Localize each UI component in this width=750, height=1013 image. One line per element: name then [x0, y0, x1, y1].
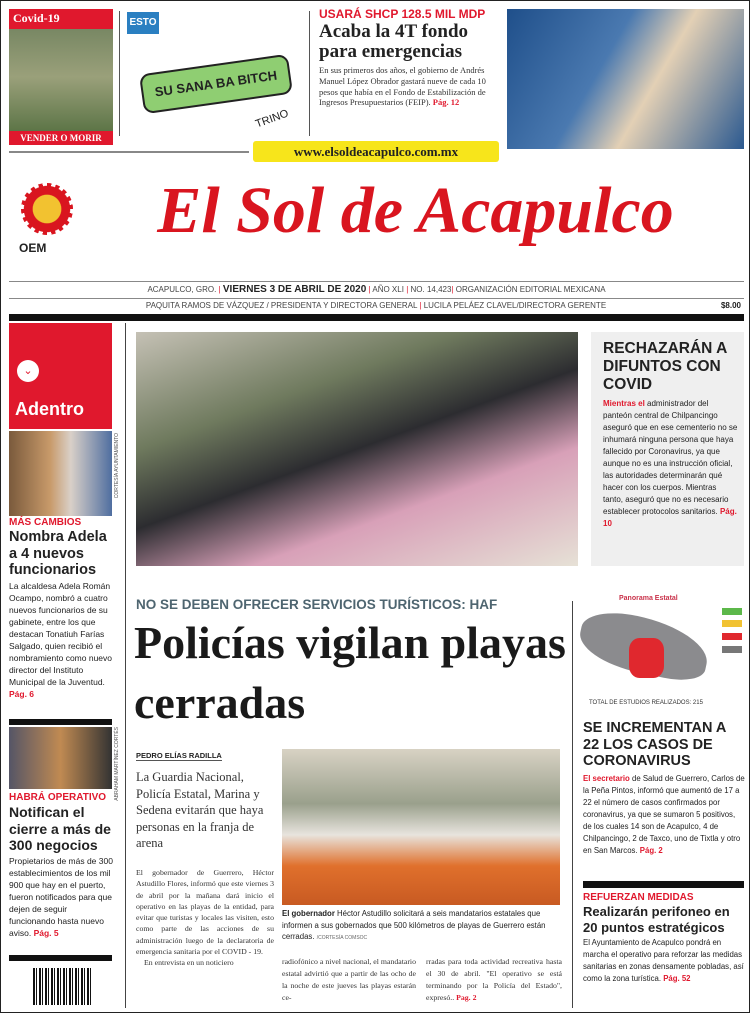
- kicker: REFUERZAN MEDIDAS: [583, 892, 694, 903]
- oem-logo: OEM: [19, 241, 47, 255]
- legend-green: [722, 608, 742, 615]
- adela-photo: [9, 431, 112, 516]
- adentro-label: Adentro: [15, 399, 84, 419]
- photo-credit: ABRAHAM MARTÍNEZ CORTÉS: [114, 727, 120, 801]
- sidebar-lead: Mientras el: [603, 399, 645, 408]
- sidebar-story[interactable]: [591, 332, 744, 566]
- director-1: PAQUITA RAMOS DE VÁZQUEZ / PRESIDENTA Y DIRECTORA GENERAL: [145, 301, 418, 310]
- story-adela[interactable]: [9, 517, 115, 700]
- rule: [9, 314, 744, 321]
- website-url[interactable]: www.elsoldeacapulco.com.mx: [253, 141, 499, 162]
- main-body-col3: [426, 956, 562, 1004]
- page-ref[interactable]: Pág. 6: [9, 688, 35, 699]
- price: $8.00: [720, 301, 741, 310]
- headline: Nombra Adela a 4 nuevos funcionarios: [9, 529, 107, 578]
- kicker: MÁS CAMBIOS: [9, 517, 82, 528]
- rule: [9, 281, 744, 282]
- map-total: TOTAL DE ESTUDIOS REALIZADOS: 215: [589, 700, 703, 706]
- issue-number: NO. 14,423: [410, 285, 452, 294]
- esto-logo: ESTO: [127, 12, 159, 34]
- top-kicker: USARÁ SHCP 128.5 MIL MDP: [319, 7, 486, 21]
- legend-gray: [722, 646, 742, 653]
- cartoon-banner: SU SANA BA BITCH: [139, 54, 293, 114]
- body: La alcaldesa Adela Román Ocampo, nombró a cuatro nuevos funcionarios de su gabinete, entre los que destacan Tonatiuh Farías Salgado, quien recibió el nombramiento como nuevo director del Instituto Municipal de la Juventud.: [9, 580, 113, 687]
- body: El Ayuntamiento de Acapulco pondrá en marcha el operativo para reforzar las medidas sanitarias en zonas densamente pobladas, así como la zona turística.: [583, 938, 744, 983]
- story-negocios[interactable]: [9, 792, 115, 939]
- directors: PAQUITA RAMOS DE VÁZQUEZ / PRESIDENTA Y DIRECTORA GENERAL | LUCILA PELÁEZ CLAVEL/DIRECTORA GERENTE: [145, 301, 607, 310]
- caption-text: Héctor Astudillo solicitará a seis mandatarios estatales que informen a sus gobernados que 500 kilómetros de playas de Guerrero están cerradas.: [282, 909, 546, 941]
- year: AÑO XLI: [372, 285, 404, 294]
- page-ref[interactable]: Pág. 5: [33, 927, 59, 938]
- top-page[interactable]: Pág. 12: [432, 97, 460, 108]
- rule: [583, 881, 744, 888]
- top-story[interactable]: [319, 7, 503, 108]
- sidebar-body: administrador del panteón central de Chilpancingo aseguró que en ese cementerio no se inhumará ninguna persona que haya fallecido por Coronavirus, ya que aunque no es una instrucción oficial, las autoridades determinarán qué hacer con los cuerpos. Mientras tanto, aseguró que no es necesario establecer protocolos sanitarios.: [603, 399, 738, 516]
- photo-credit: CORTESÍA AYUNTAMIENTO: [114, 433, 120, 499]
- body-text: En entrevista en un noticiero: [144, 958, 234, 968]
- rule: [9, 298, 744, 299]
- sun-logo: [21, 183, 73, 235]
- main-headline[interactable]: Policías vigilan playas cerradas: [134, 617, 566, 728]
- headline: SE INCREMENTAN A 22 LOS CASOS DE CORONAVIRUS: [583, 720, 726, 769]
- body-text: El gobernador de Guerrero, Héctor Astudillo Flores, informó que este viernes 3 de abril por la mañana dará inicio el operativo en las playas de la entidad, para evitar que turistas y locales las visiten, esto como parte de las acciones de su administración luego de la declaratoria de emergencia sanitaria por el COVID - 19.: [136, 868, 274, 957]
- kicker: HABRÁ OPERATIVO: [9, 792, 107, 803]
- esto-cartoon[interactable]: [123, 9, 303, 139]
- headline: Realizarán perifoneo en 20 puntos estratégicos: [583, 904, 730, 935]
- covid-label: Covid-19: [9, 9, 113, 29]
- page-ref[interactable]: Pág. 52: [663, 974, 691, 983]
- legend-yellow: [722, 620, 742, 627]
- sidebar-headline: RECHAZARÁN A DIFUNTOS CON COVID: [603, 340, 727, 393]
- photo-caption: [282, 908, 562, 945]
- divider: [119, 11, 120, 136]
- edition-info: ACAPULCO, GRO. | VIERNES 3 DE ABRIL DE 2020 | AÑO XLI | NO. 14,423| ORGANIZACIÓN EDITORIAL MEXICANA: [147, 284, 606, 295]
- page-ref[interactable]: Pag. 2: [456, 993, 477, 1002]
- page-ref[interactable]: Pág. 2: [639, 845, 663, 855]
- city: ACAPULCO, GRO.: [147, 285, 217, 294]
- main-deck: La Guardia Nacional, Policía Estatal, Marina y Sedena evitarán que haya personas en la franja de arena: [136, 770, 264, 850]
- covid-caption: VENDER O MORIR: [9, 131, 113, 145]
- covid-teaser[interactable]: [9, 9, 113, 145]
- column-divider: [125, 323, 126, 1008]
- main-body-col1: [136, 867, 274, 969]
- map-title: Panorama Estatal: [619, 595, 678, 602]
- main-body-col2: radiofónico a nivel nacional, el mandatario estatal advirtió que a partir de las ocho de la noche de este jueves las playas estarán ce-: [282, 957, 416, 1002]
- organization: ORGANIZACIÓN EDITORIAL MEXICANA: [455, 285, 606, 294]
- cemetery-photo: [136, 332, 578, 566]
- state-map[interactable]: [579, 593, 744, 713]
- body-text: rradas para toda actividad recreativa hasta el 30 de abril. "El operativo se está terminando por la Policía del Estado", expresó..: [426, 957, 562, 1002]
- caption-credit: /CORTESÍA COMSOC: [316, 935, 368, 941]
- chevron-down-icon: ⌄: [17, 360, 39, 382]
- date: VIERNES 3 DE ABRIL DE 2020: [222, 284, 367, 295]
- barcode: [33, 968, 93, 1005]
- column-divider: [572, 601, 573, 1008]
- main-kicker: NO SE DEBEN OFRECER SERVICIOS TURÍSTICOS: HAF: [136, 597, 498, 612]
- page-ref[interactable]: Pág. 10: [603, 507, 737, 528]
- adentro-box[interactable]: [9, 323, 112, 429]
- governor-photo: [282, 749, 560, 905]
- money-photo: [507, 9, 744, 149]
- legend-red: [722, 633, 742, 640]
- byline: PEDRO ELÍAS RADILLA: [136, 751, 222, 760]
- rule: [9, 151, 249, 153]
- director-2: LUCILA PELÁEZ CLAVEL/DIRECTORA GERENTE: [423, 301, 607, 310]
- lead: El secretario: [583, 773, 630, 783]
- body: de Salud de Guerrero, Carlos de la Peña Pintos, informó que aumentó de 17 a 22 el número de casos confirmados por coronavirus, ya que se sumaron 5 positivos, de los cuales 14 son de Acapulco, 4 de Chilpancingo, 2 de Taxco, uno de Tixtla y otro en San Marcos.: [583, 773, 745, 855]
- rule: [9, 719, 112, 725]
- cartoon-signature: TRINO: [253, 107, 291, 131]
- story-perifoneo[interactable]: [583, 892, 745, 985]
- body: Propietarios de más de 300 establecimientos de los mil 900 que hay en el puerto, fueron notificados para que dejen de seguir funcionando hasta nuevo aviso.: [9, 855, 113, 938]
- headline: Notifican el cierre a más de 300 negocios: [9, 804, 111, 853]
- caption-lead: El gobernador: [282, 909, 335, 918]
- map-highlight: [629, 638, 664, 678]
- divider: [309, 11, 310, 136]
- rule: [9, 955, 112, 961]
- masthead-title: El Sol de Acapulco: [157, 174, 674, 247]
- negocios-photo: [9, 727, 112, 789]
- story-cases[interactable]: [583, 720, 745, 857]
- top-headline: Acaba la 4T fondo para emergencias: [319, 21, 469, 62]
- top-body: En sus primeros dos años, el gobierno de Andrés Manuel López Obrador gastará nueve de cada 10 pesos que había en el Fondo de Estabilización de Ingresos Presupuestarios (FEIP).: [319, 65, 486, 108]
